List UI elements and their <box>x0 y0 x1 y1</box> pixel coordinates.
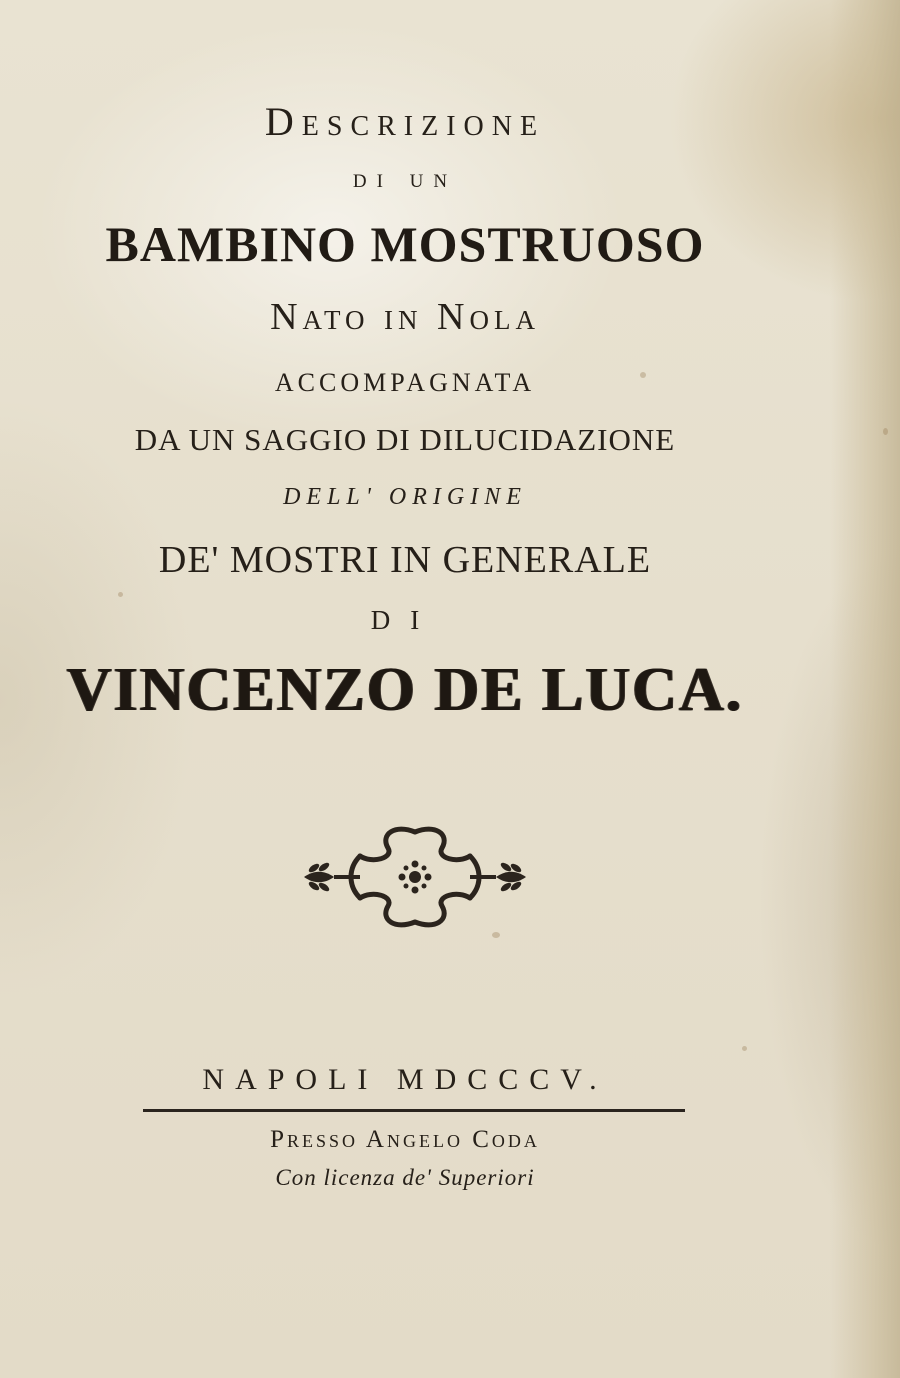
page-edge-stain <box>830 0 900 1378</box>
title-line-di: DI <box>370 605 440 635</box>
foxing-spot <box>118 592 123 597</box>
title-line-place: Nato in Nola <box>270 296 540 338</box>
title-line-main: BAMBINO MOSTRUOSO <box>105 216 705 272</box>
title-line-saggio: DA UN SAGGIO DI DILUCIDAZIONE <box>134 422 676 457</box>
title-line-origine: DELL' ORIGINE <box>283 484 527 510</box>
title-line-accompagnata: ACCOMPAGNATA <box>274 368 536 397</box>
imprint-place-date: NAPOLI MDCCCV. <box>202 1063 608 1096</box>
imprint-rule <box>143 1109 685 1112</box>
floral-fleuron-icon <box>300 812 530 942</box>
author-name: VINCENZO DE LUCA. <box>66 656 744 724</box>
imprint-printer: Presso Angelo Coda <box>270 1126 540 1153</box>
foxing-spot <box>883 428 888 435</box>
title-line-di-un: di un <box>352 163 458 193</box>
imprint-license: Con licenza de' Superiori <box>275 1165 535 1190</box>
foxing-spot <box>742 1046 747 1051</box>
title-line-mostri: DE' MOSTRI IN GENERALE <box>158 539 652 581</box>
title-line-descrizione: Descrizione <box>264 99 546 144</box>
